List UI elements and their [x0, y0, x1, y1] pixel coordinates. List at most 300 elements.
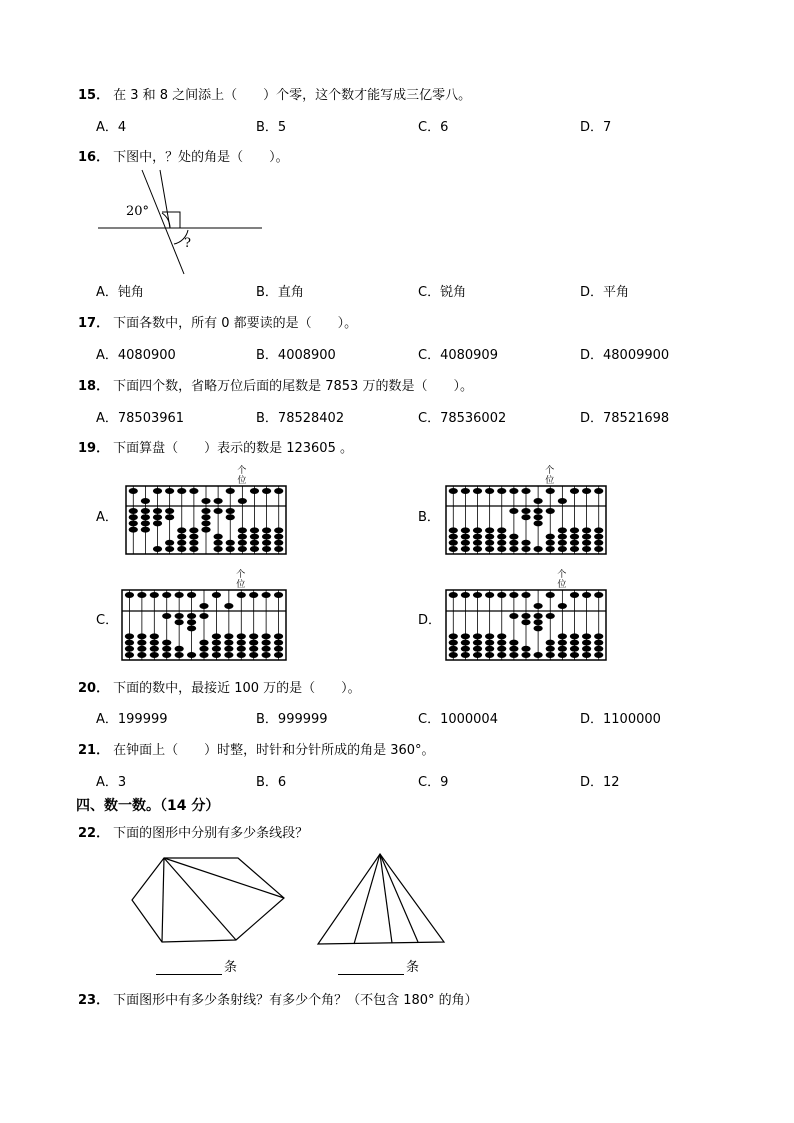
bead: [250, 488, 259, 494]
bead: [570, 540, 579, 546]
bead: [199, 603, 208, 609]
bead: [582, 592, 591, 598]
bead: [199, 640, 208, 646]
bead: [187, 625, 196, 631]
bead: [558, 603, 567, 609]
bead: [497, 646, 506, 652]
bead: [262, 488, 271, 494]
option-d[interactable]: D．48009900: [580, 348, 670, 363]
bead: [129, 514, 138, 520]
bead: [509, 488, 518, 494]
bead: [497, 633, 506, 639]
bead: [546, 646, 555, 652]
bead: [141, 514, 150, 520]
bead: [250, 540, 259, 546]
question-text: 下面的数中，最接近 100 万的是（ ）。: [113, 681, 361, 696]
bead: [212, 640, 221, 646]
option-b[interactable]: B．999999: [256, 712, 328, 727]
bead: [497, 488, 506, 494]
bead: [497, 540, 506, 546]
bead: [546, 488, 555, 494]
bead: [534, 652, 543, 658]
bead: [558, 527, 567, 533]
question-15: [78, 84, 471, 103]
bead: [187, 619, 196, 625]
bead: [175, 652, 184, 658]
option-d[interactable]: D．12: [580, 775, 620, 790]
bead: [238, 540, 247, 546]
bead: [238, 498, 247, 504]
question-text: 在钟面上（ ）时整，时针和分针所成的角是 360°。: [113, 743, 435, 758]
bead: [165, 546, 174, 552]
bead: [189, 488, 198, 494]
bead: [125, 592, 134, 598]
bead: [141, 498, 150, 504]
bead: [162, 640, 171, 646]
bead: [558, 534, 567, 540]
question-number: 17．: [78, 316, 110, 331]
bead: [521, 613, 530, 619]
bead: [461, 546, 470, 552]
bead: [150, 592, 159, 598]
bead: [594, 488, 603, 494]
bead: [201, 527, 210, 533]
bead: [237, 633, 246, 639]
place-label: 位: [236, 580, 246, 590]
abacus-b: [444, 464, 608, 556]
bead: [177, 488, 186, 494]
bead: [449, 540, 458, 546]
bead: [582, 546, 591, 552]
option-b[interactable]: B．4008900: [256, 348, 336, 363]
bead: [570, 646, 579, 652]
bead: [594, 633, 603, 639]
bead: [485, 540, 494, 546]
bead: [582, 640, 591, 646]
bead: [449, 527, 458, 533]
answer-blank-1[interactable]: [156, 956, 237, 975]
bead: [497, 527, 506, 533]
bead: [274, 546, 283, 552]
bead: [473, 546, 482, 552]
bead: [125, 640, 134, 646]
bead: [534, 619, 543, 625]
bead: [262, 540, 271, 546]
bead: [521, 514, 530, 520]
bead: [177, 540, 186, 546]
bead: [249, 646, 258, 652]
bead: [224, 603, 233, 609]
bead: [594, 640, 603, 646]
question-19: [78, 437, 353, 456]
bead: [262, 652, 271, 658]
bead: [214, 498, 223, 504]
bead: [509, 540, 518, 546]
bead: [249, 633, 258, 639]
question-number: 21．: [78, 743, 110, 758]
bead: [214, 546, 223, 552]
question-number: 18．: [78, 379, 110, 394]
option-a[interactable]: A．3: [96, 775, 127, 790]
bead: [509, 546, 518, 552]
place-label: 位: [545, 476, 555, 486]
bead: [485, 592, 494, 598]
option-d[interactable]: D．1100000: [580, 712, 661, 727]
bead: [165, 488, 174, 494]
bead: [165, 514, 174, 520]
bead: [262, 534, 271, 540]
abacus-a: [124, 464, 288, 556]
bead: [461, 592, 470, 598]
bead: [558, 540, 567, 546]
bead: [582, 527, 591, 533]
angle-figure: [96, 166, 266, 278]
bead: [150, 646, 159, 652]
bead: [570, 488, 579, 494]
bead: [125, 646, 134, 652]
bead: [237, 640, 246, 646]
place-label: 位: [557, 580, 567, 590]
bead: [237, 652, 246, 658]
bead: [224, 652, 233, 658]
option-c[interactable]: C．6: [418, 120, 449, 135]
bead: [153, 508, 162, 514]
option-c[interactable]: C．锐角: [418, 285, 467, 300]
bead: [137, 633, 146, 639]
bead: [187, 613, 196, 619]
bead: [175, 592, 184, 598]
bead: [461, 633, 470, 639]
hexagon-figure: [128, 852, 288, 948]
bead: [594, 540, 603, 546]
bead: [509, 508, 518, 514]
bead: [226, 540, 235, 546]
bead: [473, 652, 482, 658]
answer-blank-2[interactable]: [338, 956, 419, 975]
bead: [249, 652, 258, 658]
bead: [461, 527, 470, 533]
question-22: [78, 822, 308, 841]
bead: [214, 534, 223, 540]
bead: [238, 546, 247, 552]
unit-label: 条: [406, 960, 420, 975]
bead: [226, 488, 235, 494]
option-a[interactable]: A．钝角: [96, 285, 144, 300]
bead: [449, 652, 458, 658]
bead: [238, 534, 247, 540]
bead: [509, 646, 518, 652]
bead: [226, 508, 235, 514]
bead: [237, 646, 246, 652]
bead: [558, 633, 567, 639]
bead: [594, 534, 603, 540]
bead: [201, 498, 210, 504]
bead: [546, 534, 555, 540]
option-a[interactable]: A．199999: [96, 712, 168, 727]
bead: [497, 546, 506, 552]
bead: [175, 613, 184, 619]
option-b[interactable]: B．直角: [256, 285, 304, 300]
option-d[interactable]: D．78521698: [580, 411, 670, 426]
bead: [594, 527, 603, 533]
option-c[interactable]: C．1000004: [418, 712, 498, 727]
question-text: 下面的图形中分别有多少条线段？: [113, 826, 309, 841]
bead: [214, 508, 223, 514]
bead: [485, 652, 494, 658]
option-d[interactable]: D．平角: [580, 285, 630, 300]
bead: [497, 592, 506, 598]
bead: [250, 534, 259, 540]
bead: [594, 646, 603, 652]
bead: [461, 488, 470, 494]
bead: [165, 508, 174, 514]
bead: [189, 534, 198, 540]
bead: [162, 646, 171, 652]
option-a[interactable]: A．: [96, 510, 118, 525]
place-label: 位: [237, 476, 247, 486]
question-text: 下面图形中有多少条射线？有多少个角？（不包含 180° 的角）: [113, 993, 478, 1008]
bead: [212, 646, 221, 652]
bead: [509, 592, 518, 598]
bead: [449, 646, 458, 652]
bead: [250, 527, 259, 533]
bead: [274, 540, 283, 546]
bead: [153, 514, 162, 520]
place-label: 个: [557, 570, 567, 580]
question-text: 下面四个数，省略万位后面的尾数是 7853 万的数是（ ）。: [113, 379, 473, 394]
bead: [226, 546, 235, 552]
question-number: 22．: [78, 826, 110, 841]
question-number: 16．: [78, 150, 110, 165]
bead: [570, 640, 579, 646]
option-c[interactable]: C．: [96, 613, 119, 628]
bead: [570, 534, 579, 540]
bead: [546, 508, 555, 514]
bead: [175, 646, 184, 652]
bead: [177, 527, 186, 533]
bead: [521, 546, 530, 552]
option-c[interactable]: C．4080909: [418, 348, 498, 363]
bead: [187, 592, 196, 598]
bead: [449, 546, 458, 552]
bead: [461, 652, 470, 658]
bead: [125, 652, 134, 658]
question-text: 在 3 和 8 之间添上（ ）个零，这个数才能写成三亿零八。: [113, 88, 472, 103]
bead: [141, 508, 150, 514]
bead: [189, 540, 198, 546]
option-b[interactable]: B．78528402: [256, 411, 345, 426]
bead: [249, 592, 258, 598]
bead: [582, 646, 591, 652]
bead: [150, 640, 159, 646]
bead: [521, 488, 530, 494]
bead: [546, 652, 555, 658]
bead: [274, 534, 283, 540]
bead: [129, 527, 138, 533]
bead: [594, 652, 603, 658]
bead: [594, 546, 603, 552]
bead: [485, 640, 494, 646]
place-label: 个: [545, 466, 555, 476]
bead: [201, 508, 210, 514]
question-number: 23．: [78, 993, 110, 1008]
bead: [534, 546, 543, 552]
bead: [509, 640, 518, 646]
option-d[interactable]: D．: [418, 613, 442, 628]
bead: [570, 652, 579, 658]
unit-label: 条: [224, 960, 238, 975]
bead: [570, 633, 579, 639]
blank-line[interactable]: [338, 962, 404, 975]
question-number: 20．: [78, 681, 110, 696]
bead: [546, 540, 555, 546]
bead: [153, 488, 162, 494]
question-number: 15．: [78, 88, 110, 103]
bead: [187, 652, 196, 658]
bead: [274, 640, 283, 646]
bead: [262, 527, 271, 533]
bead: [485, 534, 494, 540]
bead: [201, 514, 210, 520]
bead: [162, 613, 171, 619]
bead: [534, 514, 543, 520]
angle-label: 20°: [126, 204, 150, 219]
bead: [137, 652, 146, 658]
option-c[interactable]: C．78536002: [418, 411, 507, 426]
bead: [461, 534, 470, 540]
bead: [201, 520, 210, 526]
bead: [274, 646, 283, 652]
option-a[interactable]: A．4: [96, 120, 127, 135]
bead: [570, 592, 579, 598]
bead: [177, 534, 186, 540]
bead: [274, 527, 283, 533]
bead: [137, 592, 146, 598]
bead: [189, 546, 198, 552]
blank-line[interactable]: [156, 962, 222, 975]
bead: [485, 646, 494, 652]
bead: [521, 592, 530, 598]
bead: [546, 592, 555, 598]
bead: [497, 534, 506, 540]
bead: [226, 514, 235, 520]
bead: [485, 633, 494, 639]
bead: [177, 546, 186, 552]
option-b[interactable]: B．6: [256, 775, 287, 790]
bead: [534, 603, 543, 609]
bead: [137, 640, 146, 646]
bead: [199, 646, 208, 652]
bead: [129, 508, 138, 514]
bead: [509, 613, 518, 619]
bead: [521, 646, 530, 652]
bead: [262, 592, 271, 598]
bead: [534, 625, 543, 631]
bead: [473, 534, 482, 540]
bead: [141, 520, 150, 526]
bead: [199, 652, 208, 658]
bead: [150, 633, 159, 639]
bead: [582, 488, 591, 494]
option-a[interactable]: A．78503961: [96, 411, 185, 426]
bead: [162, 592, 171, 598]
option-c[interactable]: C．9: [418, 775, 449, 790]
option-d[interactable]: D．7: [580, 120, 612, 135]
bead: [212, 633, 221, 639]
bead: [238, 527, 247, 533]
bead: [497, 640, 506, 646]
bead: [582, 534, 591, 540]
bead: [509, 534, 518, 540]
bead: [249, 640, 258, 646]
bead: [449, 592, 458, 598]
bead: [473, 527, 482, 533]
bead: [473, 646, 482, 652]
question-21: [78, 739, 435, 758]
option-b[interactable]: B．5: [256, 120, 287, 135]
bead: [199, 613, 208, 619]
bead: [582, 633, 591, 639]
bead: [274, 633, 283, 639]
section-title: 四、数一数。（14 分）: [76, 798, 220, 814]
bead: [224, 646, 233, 652]
bead: [582, 652, 591, 658]
bead: [153, 546, 162, 552]
bead: [449, 534, 458, 540]
bead: [262, 646, 271, 652]
bead: [473, 633, 482, 639]
bead: [558, 640, 567, 646]
bead: [274, 488, 283, 494]
bead: [546, 546, 555, 552]
triangle-figure: [314, 852, 448, 948]
bead: [262, 546, 271, 552]
question-mark: ?: [184, 236, 191, 251]
bead: [570, 546, 579, 552]
bead: [224, 640, 233, 646]
bead: [274, 592, 283, 598]
bead: [449, 633, 458, 639]
abacus-c: [120, 568, 288, 662]
bead: [461, 540, 470, 546]
place-label: 个: [236, 570, 246, 580]
bead: [214, 540, 223, 546]
bead: [129, 520, 138, 526]
bead: [521, 652, 530, 658]
option-a[interactable]: A．4080900: [96, 348, 176, 363]
bead: [125, 633, 134, 639]
bead: [521, 508, 530, 514]
bead: [558, 498, 567, 504]
question-17: [78, 312, 357, 331]
bead: [582, 540, 591, 546]
bead: [262, 633, 271, 639]
bead: [212, 592, 221, 598]
bead: [250, 546, 259, 552]
bead: [534, 613, 543, 619]
bead: [485, 488, 494, 494]
bead: [274, 652, 283, 658]
bead: [212, 652, 221, 658]
bead: [150, 652, 159, 658]
bead: [570, 527, 579, 533]
bead: [473, 540, 482, 546]
bead: [129, 488, 138, 494]
question-20: [78, 677, 361, 696]
question-16: [78, 146, 289, 165]
option-b[interactable]: B．: [418, 510, 440, 525]
bead: [546, 613, 555, 619]
